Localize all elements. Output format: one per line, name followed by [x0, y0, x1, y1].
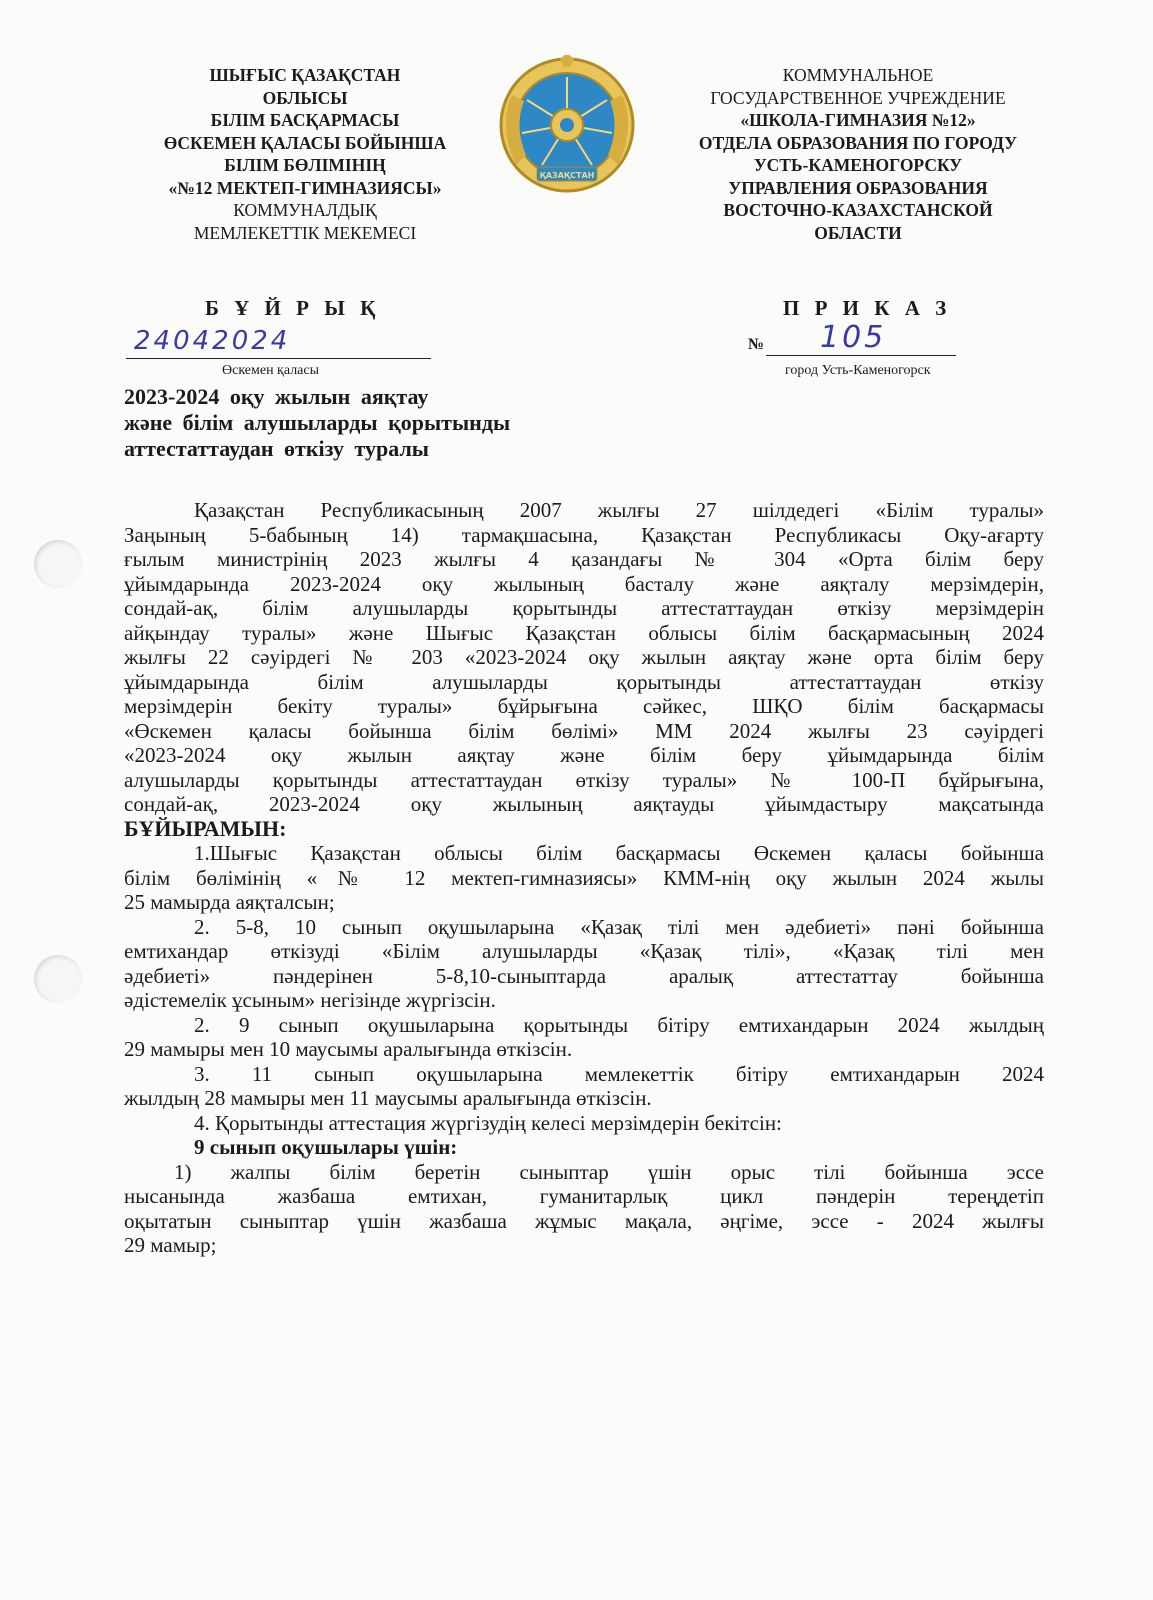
body-line: айқындау туралы» және Шығыс Қазақстан облысы білім басқармасының 2024	[124, 620, 1044, 645]
order-title-kz: Б Ұ Й Р Ы Қ	[205, 296, 381, 320]
body-line: Қазақстан Республикасының 2007 жылғы 27 шілдедегі «Білім туралы»	[194, 498, 1044, 522]
sub-item-1-line: 29 мамыр;	[124, 1233, 217, 1257]
city-ru: город Усть-Каменогорск	[785, 363, 931, 378]
state-emblem	[492, 55, 642, 195]
header-left-line: БІЛІМ БӨЛІМІНІҢ	[224, 155, 386, 175]
item-2b-line: 29 мамыры мен 10 маусымы аралығында өткізсін.	[124, 1037, 573, 1061]
grade-9-heading: 9 сынып оқушылары үшін:	[194, 1135, 458, 1159]
item-3-line: жылдың 28 мамыры мен 11 маусымы аралығында өткізсін.	[124, 1086, 652, 1110]
item-1-line: 25 мамырда аяқталсын;	[124, 890, 335, 914]
punch-hole-top	[34, 540, 82, 588]
punch-hole-bottom	[34, 955, 82, 1003]
header-right-line: УСТЬ-КАМЕНОГОРСКУ	[753, 155, 963, 175]
emblem-ribbon-text: ҚАЗАҚСТАН	[539, 171, 595, 180]
body-line: Заңының 5-бабының 14) тармақшасына, Қазақстан Республикасы Оқу-ағарту	[124, 522, 1044, 547]
item-2a-line: әдебиеті» пәндерінен 5-8,10-сыныптарда аралық аттестаттау бойынша	[124, 963, 1044, 988]
header-left-line: «№12 МЕКТЕП-ГИМНАЗИЯСЫ»	[168, 177, 442, 198]
header-right-line: «ШКОЛА-ГИМНАЗИЯ №12»	[740, 110, 976, 130]
body-line: сондай-ақ, 2023-2024 оқу жылының аяқтауды ұйымдастыру мақсатында	[124, 792, 1044, 816]
header-left-line: БІЛІМ БАСҚАРМАСЫ	[210, 110, 400, 130]
item-4-line: 4. Қорытынды аттестация жүргізудің келесі мерзімдерін бекітсін:	[194, 1110, 782, 1135]
item-2a-line: әдістемелік ұсыным» негізінде жүргізсін.	[124, 988, 496, 1012]
item-2a-line: емтихандар өткізуді «Білім алушыларды «Қазақ тілі», «Қазақ тілі мен	[124, 939, 1044, 963]
subject-line: 2023-2024 оқу жылын аяқтау	[124, 384, 429, 409]
header-left-line: ӨСКЕМЕН ҚАЛАСЫ БОЙЫНША	[163, 132, 447, 153]
header-left-line: КОММУНАЛДЫҚ	[233, 200, 377, 220]
subject-line: және білім алушыларды қорытынды	[124, 410, 511, 435]
body-line: жылғы 22 сәуірдегі № 203 «2023-2024 оқу жылын аяқтау және орта білім беру	[124, 645, 1044, 669]
item-1-line: білім бөлімінің «№ 12 мектеп-гимназиясы» КММ-нің оқу жылын 2024 жылы	[124, 865, 1044, 890]
body-line: «2023-2024 оқу жылын аяқтау және білім беру ұйымдарында білім	[124, 743, 1044, 767]
city-kz: Өскемен қаласы	[222, 363, 320, 378]
subject-line: аттестаттаудан өткізу туралы	[124, 436, 429, 461]
order-title-ru: П Р И К А З	[783, 296, 952, 320]
item-2b-line: 2. 9 сынып оқушыларына қорытынды бітіру емтихандарын 2024 жылдың	[194, 1012, 1044, 1037]
body-line: ғылым министрінің 2023 жылғы 4 қазандағы № 304 «Орта білім беру	[124, 547, 1044, 571]
order-word: БҰЙЫРАМЫН:	[124, 815, 287, 841]
header-right-line: ГОСУДАРСТВЕННОЕ УЧРЕЖДЕНИЕ	[710, 87, 1006, 108]
body-line: мерзімдерін бекіту туралы» бұйрығына сәйкес, ШҚО білім басқармасы	[124, 694, 1044, 718]
body-line: ұйымдарында білім алушыларды қорытынды аттестаттаудан өткізу	[124, 669, 1044, 694]
order-subject	[124, 384, 510, 462]
number-field	[748, 320, 958, 358]
sub-item-1-line: нысанында жазбаша емтихан, гуманитарлық цикл пәндерін тереңдетіп	[124, 1184, 1044, 1208]
header-right-line: ОБЛАСТИ	[814, 222, 902, 243]
item-3-line: 3. 11 сынып оқушыларына мемлекеттік бітіру емтихандарын 2024	[194, 1061, 1044, 1086]
order-body	[124, 498, 1044, 1258]
header-left-line: МЕМЛЕКЕТТІК МЕКЕМЕСІ	[193, 222, 417, 243]
header-left-line: ОБЛЫСЫ	[262, 87, 348, 108]
date-field	[126, 326, 431, 359]
body-line: алушыларды қорытынды аттестаттаудан өткізу туралы» № 100-П бұйрығына,	[124, 767, 1044, 792]
body-line: «Өскемен қаласы бойынша білім бөлімі» ММ 2024 жылғы 23 сәуірдегі	[124, 718, 1044, 743]
body-line: сондай-ақ, білім алушыларды қорытынды аттестаттаудан өткізу мерзімдерін	[124, 596, 1044, 620]
header-right-line: ОТДЕЛА ОБРАЗОВАНИЯ ПО ГОРОДУ	[698, 132, 1018, 153]
item-2a-line: 2. 5-8, 10 сынып оқушыларына «Қазақ тілі мен әдебиеті» пәні бойынша	[194, 914, 1044, 939]
sub-item-1-line: 1) жалпы білім беретін сыныптар үшін орыс тілі бойынша эссе	[174, 1159, 1044, 1184]
header-left-line: ШЫҒЫС ҚАЗАҚСТАН	[209, 65, 401, 85]
header-right-line: ВОСТОЧНО-КАЗАХСТАНСКОЙ	[723, 200, 993, 220]
header-right-line: УПРАВЛЕНИЯ ОБРАЗОВАНИЯ	[728, 177, 988, 198]
handwritten-date: 24042024	[134, 326, 291, 356]
item-1-line: 1.Шығыс Қазақстан облысы білім басқармасы Өскемен қаласы бойынша	[194, 841, 1044, 865]
header-right-line: КОММУНАЛЬНОЕ	[782, 65, 934, 85]
sub-item-1-line: оқытатын сыныптар үшін жазбаша жұмыс мақала, әңгіме, эссе - 2024 жылғы	[124, 1208, 1044, 1233]
handwritten-number: 105	[820, 320, 887, 355]
header-left	[140, 64, 470, 244]
emblem-icon	[492, 55, 642, 195]
number-sign: №	[748, 336, 765, 353]
header-right	[678, 64, 1038, 244]
number-underline	[766, 355, 956, 356]
body-line: ұйымдарында 2023-2024 оқу жылының басталу және аяқталу мерзімдерін,	[124, 571, 1044, 596]
